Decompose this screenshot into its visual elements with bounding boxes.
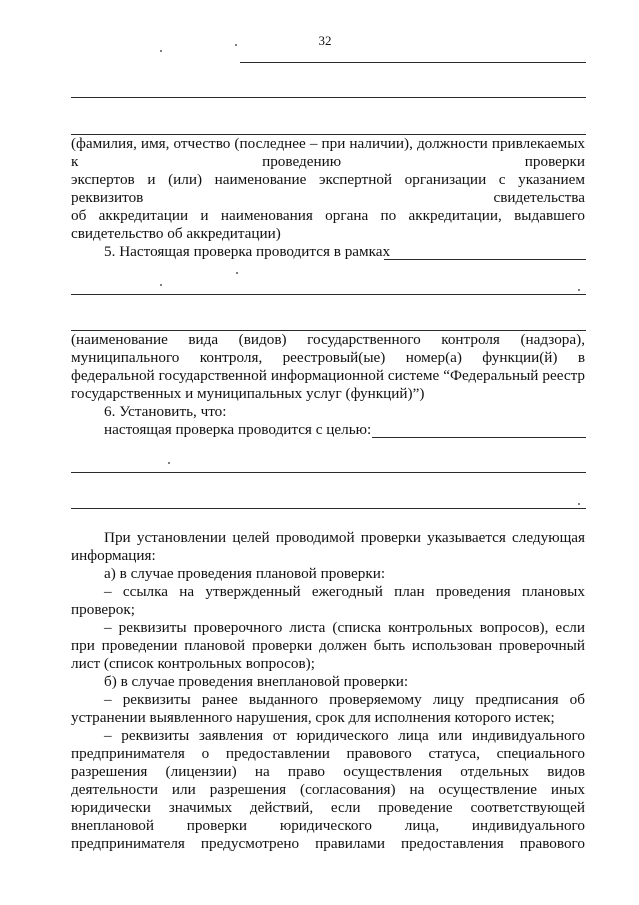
section-5-heading: 5. Настоящая проверка проводится в рамках — [104, 243, 391, 260]
blank-line-4 — [384, 259, 586, 260]
blank-line-9 — [71, 508, 586, 509]
text-word: проведению — [262, 153, 342, 170]
text-line: при проведении плановой проверки должен быть использован проверочный — [71, 637, 585, 654]
text-line: разрешения (лицензии) на право осуществления отдельных видов — [71, 763, 585, 780]
text-line: предпринимателя предусмотрено правилами предоставления правового — [71, 835, 585, 852]
scan-speck — [160, 284, 162, 286]
text-line: экспертов и (или) наименование экспертной организации с указанием — [71, 171, 585, 188]
blank-line-7 — [372, 437, 586, 438]
text-line: информация: — [71, 547, 156, 564]
text-line: свидетельство об аккредитации) — [71, 225, 281, 242]
text-line: внеплановой проверки юридического лица, индивидуального — [71, 817, 585, 834]
scan-speck — [160, 50, 162, 52]
blank-line-8 — [71, 472, 586, 473]
text-line: При установлении целей проводимой проверки указывается следующая — [104, 529, 585, 546]
page-number: 32 — [318, 33, 332, 48]
text-line: предпринимателя о предоставлении правового статуса, специального — [71, 745, 585, 762]
section-6-heading: 6. Установить, что: — [104, 403, 227, 420]
text-line: (фамилия, имя, отчество (последнее – при наличии), должности привлекаемых — [71, 135, 585, 152]
text-line: муниципального контроля, реестровый(ые) номер(а) функции(й) в — [71, 349, 585, 366]
text-line: (наименование вида (видов) государственного контроля (надзора), — [71, 331, 585, 348]
text-line — [71, 189, 585, 207]
text-line: – реквизиты ранее выданного проверяемому лицу предписания об — [104, 691, 585, 708]
text-line: – реквизиты заявления от юридического лица или индивидуального — [104, 727, 585, 744]
scan-speck — [578, 503, 580, 505]
text-word: свидетельства — [493, 189, 585, 206]
blank-line-2 — [71, 97, 586, 98]
text-line: проверок; — [71, 601, 135, 618]
text-line — [71, 153, 585, 171]
text-line: – реквизиты проверочного листа (списка контрольных вопросов), если — [104, 619, 585, 636]
blank-line-5 — [71, 294, 586, 295]
text-line: юридически значимых действий, если проведение соответствующей — [71, 799, 585, 816]
scan-speck — [578, 289, 580, 291]
blank-line-1 — [240, 62, 586, 63]
text-line: – ссылка на утвержденный ежегодный план проведения плановых — [104, 583, 585, 600]
text-line: б) в случае проведения внеплановой проверки: — [104, 673, 409, 690]
text-word: к — [71, 153, 79, 170]
text-line: федеральной государственной информационной системе “Федеральный реестр — [71, 367, 585, 384]
text-line: а) в случае проведения плановой проверки: — [104, 565, 386, 582]
scan-speck — [168, 462, 170, 464]
text-line: лист (список контрольных вопросов); — [71, 655, 315, 672]
text-line: деятельности или разрешения (согласования) на осуществление иных — [71, 781, 585, 798]
scan-speck — [235, 44, 237, 46]
text-line: настоящая проверка проводится с целью: — [104, 421, 372, 438]
text-line: государственных и муниципальных услуг (функций)”) — [71, 385, 425, 402]
text-line: устранении выявленного нарушения, срок для исполнения которого истек; — [71, 709, 555, 726]
text-word: реквизитов — [71, 189, 144, 206]
text-line: об аккредитации и наименования органа по аккредитации, выдавшего — [71, 207, 585, 224]
scan-speck — [236, 272, 238, 274]
text-word: проверки — [524, 153, 585, 170]
